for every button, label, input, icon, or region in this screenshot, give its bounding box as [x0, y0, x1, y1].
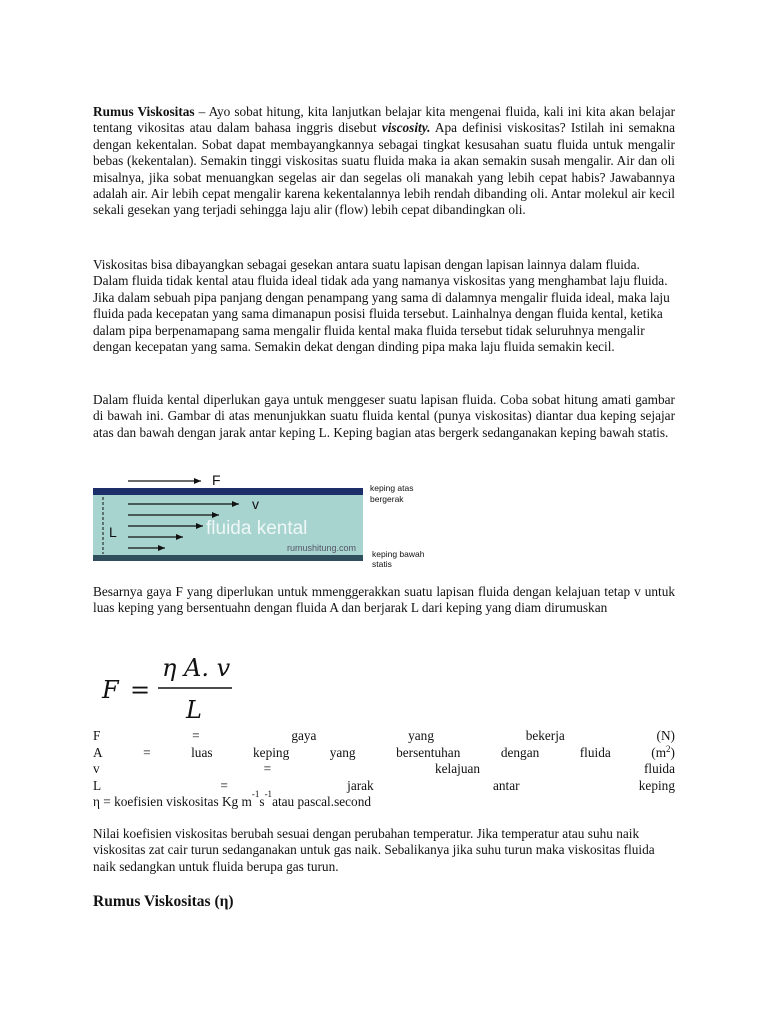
bottom-plate-label-1: keping bawah [372, 549, 425, 559]
top-plate [93, 488, 363, 495]
definition-row-f: F = gaya yang bekerja (N) [93, 728, 675, 743]
force-paragraph: Besarnya gaya F yang diperlukan untuk mmenggerakkan suatu lapisan fluida dengan kelajuan tetap v untuk luas keping yang bersentuahn dengan fluida A dan berjarak L dari keping yang diam dirumuskan [93, 584, 675, 616]
figure-intro-paragraph: Dalam fluida kental diperlukan gaya untuk menggeser suatu lapisan fluida. Coba sobat hitung amati gambar di bawah ini. Gambar di atas menunjukkan suatu fluida kental (punya viskositas) diantar dua keping sejajar atas dan bawah dengan jarak antar keping L. Keping bagian atas bergerk sedanganakan keping bawah statis. [93, 392, 675, 440]
formula-numerator: η A. v [162, 654, 231, 682]
formula-equals: = [130, 676, 151, 704]
force-label: F [212, 472, 221, 488]
top-plate-label-2: bergerak [370, 494, 404, 504]
bottom-plate [93, 555, 363, 561]
intro-text-b: Apa definisi viskositas? Istilah ini semakna dengan kekentalan. Sobat dapat membayangkannya sebagai tingkat kesusahan suatu fluida untuk mengalir bebas (kekentalan). Semakin tinggi viskositas suatu fluida maka ia akan semakin susah mengalir. Air dan oli misalnya, jika sobat menuangkan segelas air dan segelas oli manakah yang lebih cepat habis? Jawabannya adalah air. Air lebih cepat mengalir karena kekentalannya lebih rendah dibanding oli. Antar molekul air kecil sekali gesekan yang terjadi sehingga laju alir (flow) lebih cepat dibandingkan oli. [93, 120, 675, 218]
unit-area: $(m^2)$ [651, 743, 675, 760]
distance-label: L [109, 524, 117, 540]
watermark: rumushitung.com [287, 543, 357, 553]
definition-row-v: v = kelajuan fluida [93, 761, 675, 777]
bottom-plate-label-2: statis [372, 559, 392, 568]
velocity-label: v [252, 496, 259, 512]
intro-term: viscosity. [381, 120, 431, 136]
definition-row-l: L = jarak antar keping [93, 777, 675, 793]
formula-lhs: F [102, 676, 119, 704]
section-heading: Rumus Viskositas (η) [93, 893, 234, 910]
top-plate-label-1: keping atas [370, 483, 414, 493]
variable-definitions [93, 728, 675, 811]
fluid-label: fluida kental [206, 518, 308, 539]
definition-row-a: A = luas keping yang bersentuhan dengan fluida $(m^2)$ [93, 743, 675, 760]
formula-denominator: L [186, 696, 202, 724]
definition-row-eta: η = koefisien viskositas Kg m -1 s -1 atau pascal.second [93, 789, 372, 810]
viscous-fluid-figure [93, 471, 438, 568]
viscosity-formula [98, 648, 248, 728]
intro-title: Rumus Viskositas [93, 104, 195, 119]
friction-paragraph: Viskositas bisa dibayangkan sebagai gesekan antara suatu lapisan dengan lapisan lainnya dalam fluida. Dalam fluida tidak kental atau fluida ideal tidak ada yang namanya viskositas yang menghambat laju fluida. Jika dalam sebuah pipa panjang dengan penampang yang sama di dalamnya mengalir fluida ideal, maka laju fluida pada kecepatan yang sama dimanapun posisi fluida tersebut. Lainhalnya dengan fluida kental, ketika dalam pipa berpenamapang sama mengalir fluida kental maka fluida tersebut tidak seluruhnya mengalir dengan kecepatan yang sama. Semakin dekat dengan dinding pipa maka laju fluida semakin kecil. [93, 257, 670, 355]
intro-paragraph [93, 104, 675, 219]
temperature-paragraph: Nilai koefisien viskositas berubah sesuai dengan perubahan temperatur. Jika temperatur atau suhu naik viskositas zat cair turun sedanganakan untuk gas naik. Sebalikanya jika suhu turun maka viskositas fluida naik sedangkan untuk fluida berupa gas turun. [93, 826, 655, 874]
intro-text-a: – Ayo sobat hitung, kita lanjutkan belajar kita mengenai fluida, kali ini kita akan belajar tentang vikositas atau dalam bahasa inggris disebut [93, 104, 675, 136]
